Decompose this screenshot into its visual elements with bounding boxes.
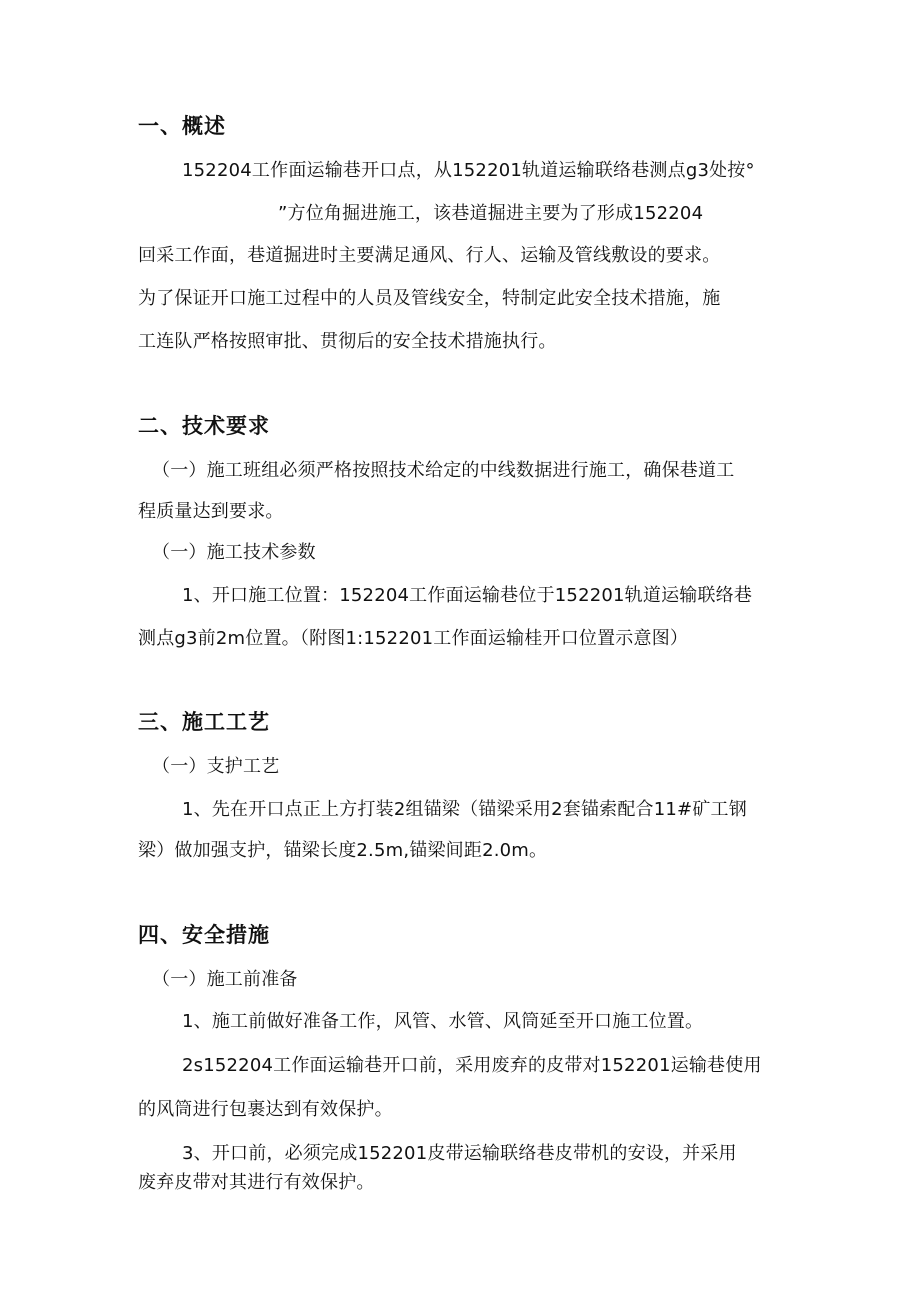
paragraph-line: 1、施工前做好准备工作，风管、水管、风筒延至开口施工位置。 [182, 1011, 704, 1032]
paragraph-line: 梁）做加强支护，锚梁长度2.5m,锚梁间距2.0m。 [138, 840, 548, 861]
section-heading-overview: 一、概述 [138, 114, 226, 138]
subsection-heading: （一）施工前准备 [152, 969, 298, 990]
paragraph-line: 1、开口施工位置：152204工作面运输巷位于152201轨道运输联络巷 [182, 585, 753, 606]
paragraph-line: （一）施工班组必须严格按照技术给定的中线数据进行施工，确保巷道工 [152, 460, 735, 481]
paragraph-line: 2s152204工作面运输巷开口前，采用废弃的皮带对152201运输巷使用 [182, 1055, 762, 1076]
paragraph-line: 的风筒进行包裹达到有效保护。 [138, 1099, 393, 1120]
paragraph-line: 152204工作面运输巷开口点，从152201轨道运输联络巷测点g3处按° [182, 160, 755, 181]
paragraph-line: 程质量达到要求。 [138, 501, 284, 522]
paragraph-line: ”方位角掘进施工，该巷道掘进主要为了形成152204 [278, 203, 704, 224]
paragraph-line: 1、先在开口点正上方打装2组锚梁（锚梁采用2套锚索配合11#矿工钢 [182, 799, 747, 820]
paragraph-line: 测点g3前2m位置。（附图1:152201工作面运输桂开口位置示意图） [138, 628, 689, 649]
paragraph-line: 3、开口前，必须完成152201皮带运输联络巷皮带机的安设，并采用 [182, 1143, 737, 1164]
section-heading-technical-requirements: 二、技术要求 [138, 414, 270, 438]
paragraph-line: 回采工作面，巷道掘进时主要满足通风、行人、运输及管线敷设的要求。 [138, 245, 721, 266]
paragraph-line: 为了保证开口施工过程中的人员及管线安全，特制定此安全技术措施，施 [138, 288, 721, 309]
paragraph-line: 工连队严格按照审批、贯彻后的安全技术措施执行。 [138, 331, 557, 352]
section-heading-safety-measures: 四、安全措施 [138, 923, 270, 947]
section-heading-construction-process: 三、施工工艺 [138, 710, 270, 734]
subsection-heading: （一）施工技术参数 [152, 542, 316, 563]
paragraph-line: 废弃皮带对其进行有效保护。 [138, 1172, 375, 1193]
subsection-heading: （一）支护工艺 [152, 756, 280, 777]
